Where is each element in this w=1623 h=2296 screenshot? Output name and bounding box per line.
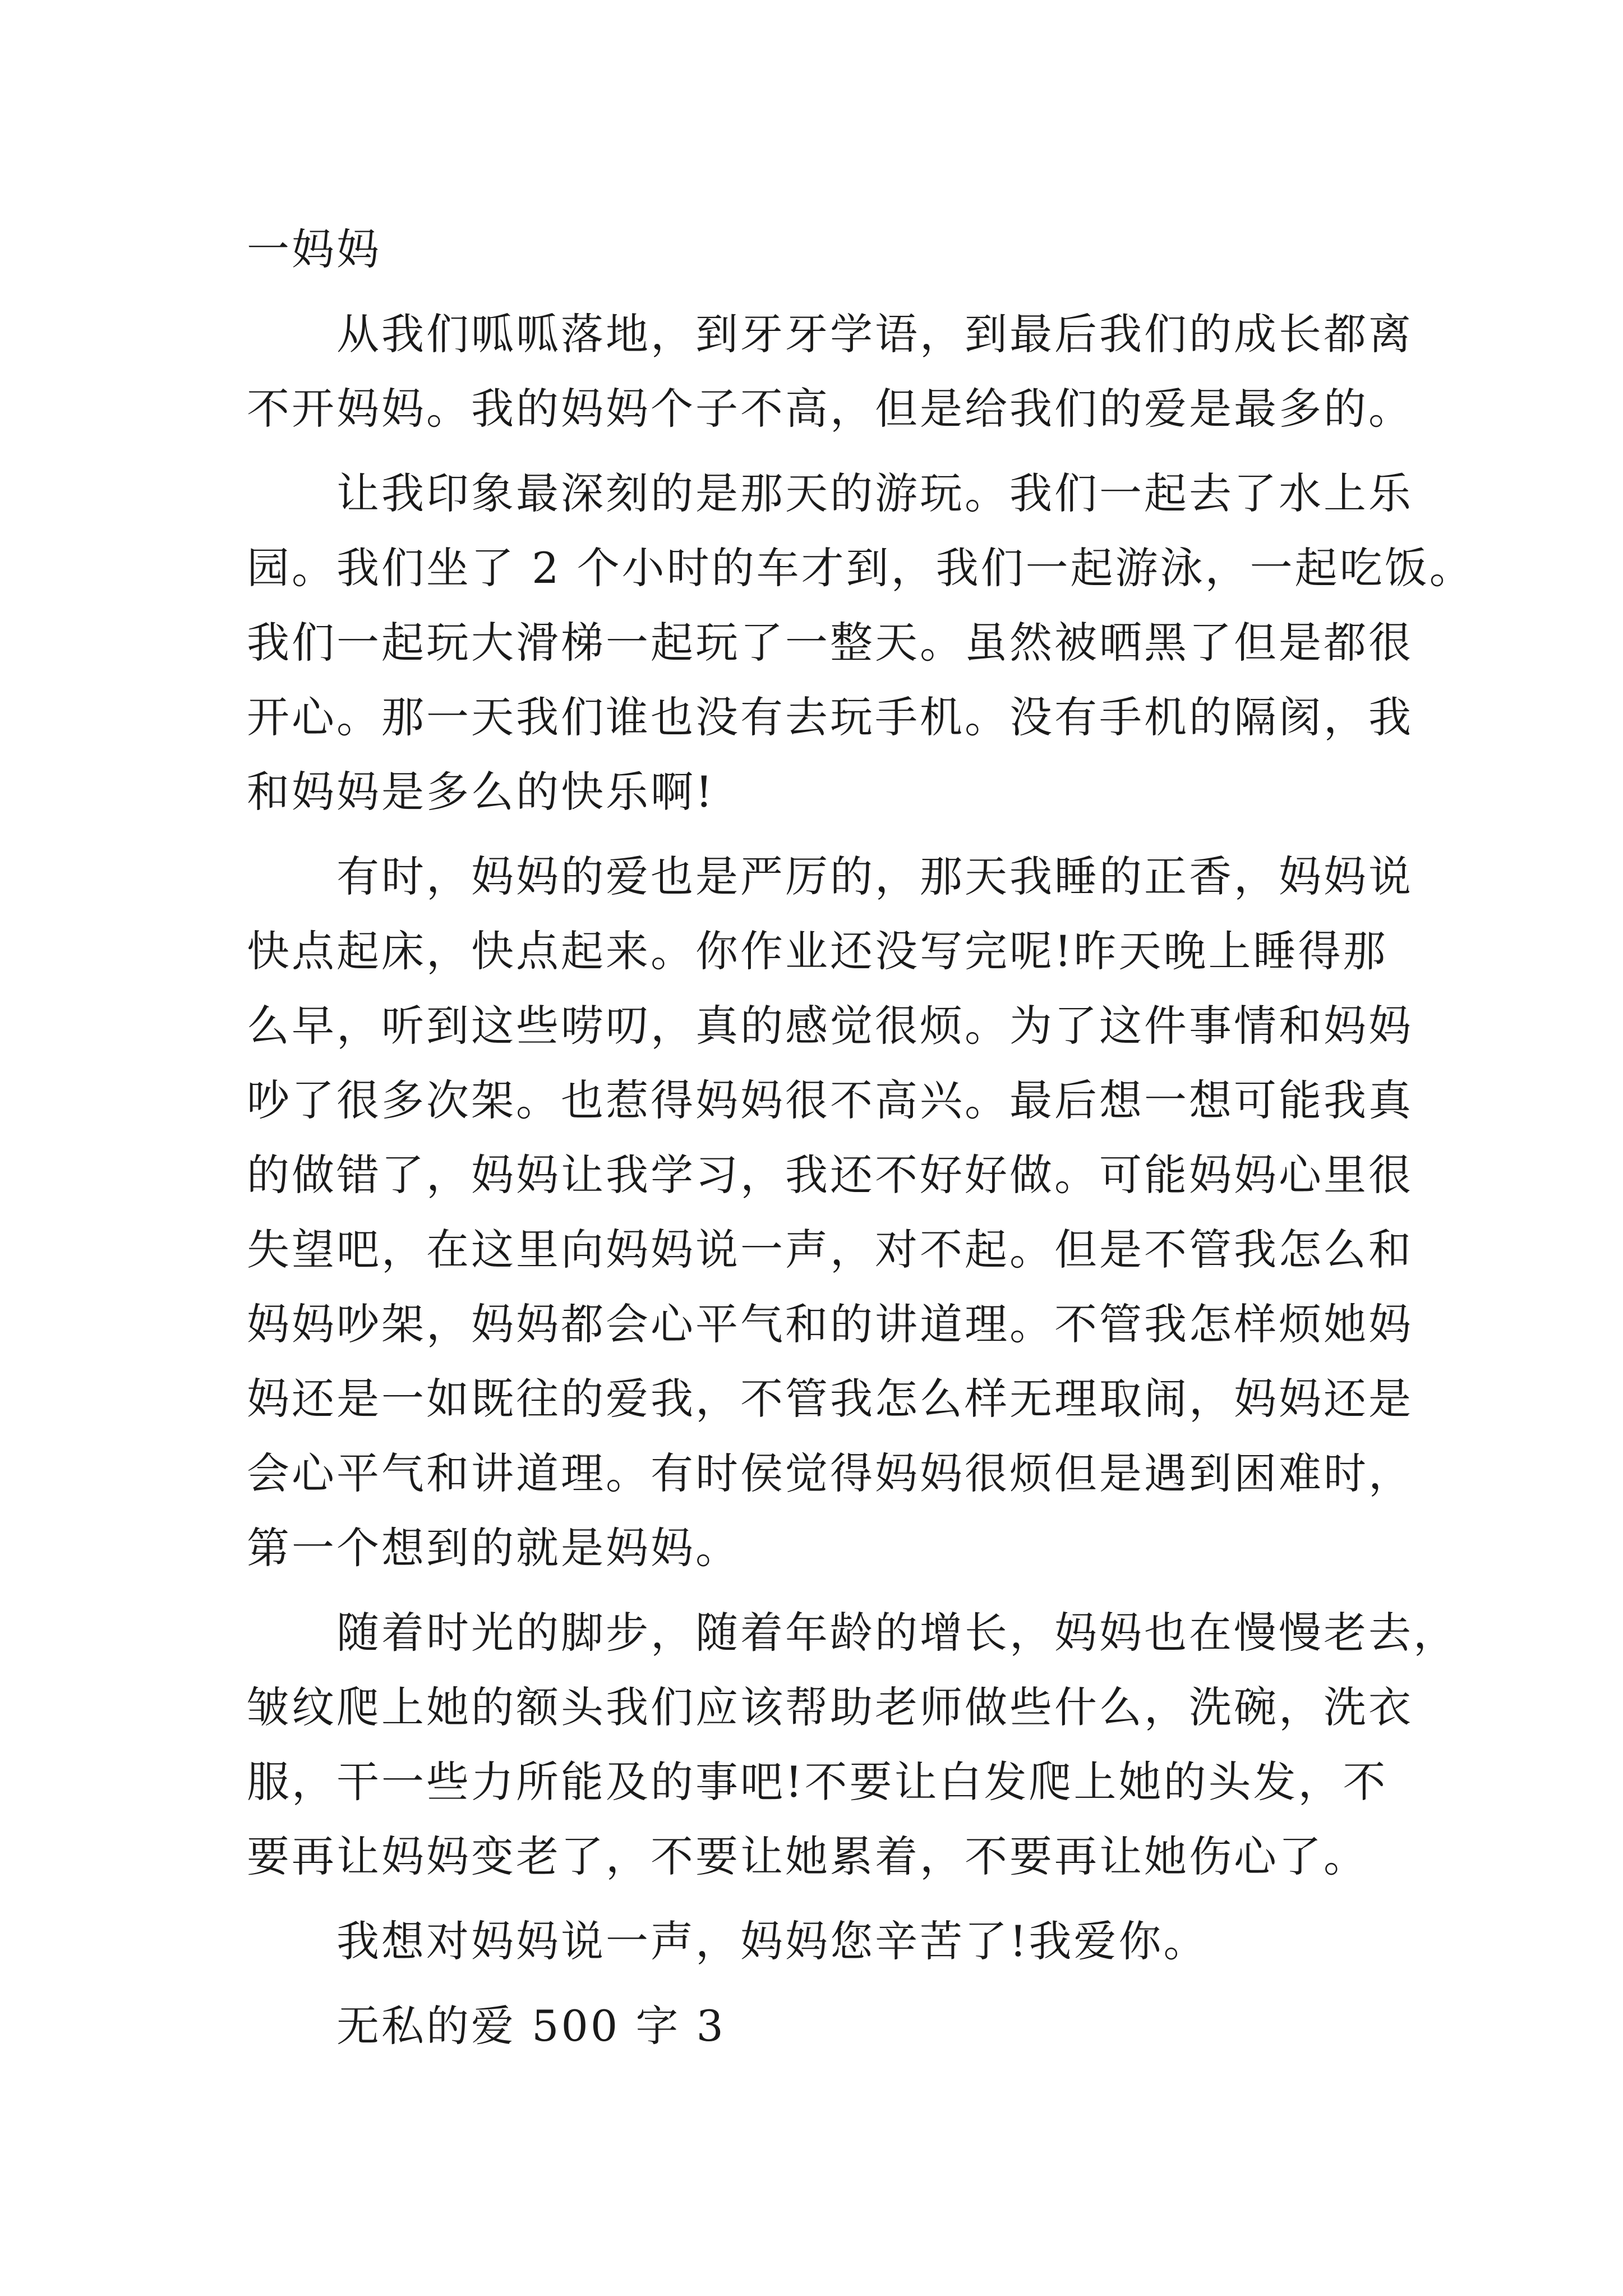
- paragraph-line: 园。我们坐了 2 个小时的车才到，我们一起游泳，一起吃饭。: [247, 543, 1474, 593]
- paragraph-3: [247, 839, 1413, 1585]
- paragraph-line: 么早，听到这些唠叨，真的感觉很烦。为了这件事情和妈妈: [247, 1001, 1413, 1051]
- paragraph-line: 皱纹爬上她的额头我们应该帮助老师做些什么，洗碗，洗衣: [247, 1682, 1413, 1732]
- paragraph-5: [247, 1904, 1402, 1978]
- paragraph-4: [247, 1595, 1458, 1894]
- paragraph-line: 妈还是一如既往的爱我，不管我怎么样无理取闹，妈妈还是: [247, 1374, 1413, 1424]
- paragraph-line: 第一个想到的就是妈妈。: [247, 1523, 740, 1573]
- paragraph-line: 和妈妈是多么的快乐啊!: [247, 767, 715, 817]
- paragraph-line: 从我们呱呱落地，到牙牙学语，到最后我们的成长都离: [336, 309, 1413, 359]
- paragraph-2: [247, 456, 1474, 829]
- paragraph-line: 有时，妈妈的爱也是严厉的，那天我睡的正香，妈妈说: [336, 852, 1413, 901]
- paragraph-line: 不开妈妈。我的妈妈个子不高，但是给我们的爱是最多的。: [247, 384, 1413, 434]
- paragraph-6: [247, 1989, 1402, 2063]
- paragraph-line: 随着时光的脚步，随着年龄的增长，妈妈也在慢慢老去，: [336, 1608, 1458, 1658]
- paragraph-line: 开心。那一天我们谁也没有去玩手机。没有手机的隔阂，我: [247, 692, 1413, 742]
- paragraph-line: 要再让妈妈变老了，不要让她累着，不要再让她伤心了。: [247, 1832, 1368, 1881]
- paragraph-line: 会心平气和讲道理。有时侯觉得妈妈很烦但是遇到困难时，: [247, 1448, 1413, 1498]
- paragraph-line: 吵了很多次架。也惹得妈妈很不高兴。最后想一想可能我真: [247, 1075, 1413, 1125]
- paragraph-line: 妈妈吵架，妈妈都会心平气和的讲道理。不管我怎样烦她妈: [247, 1299, 1413, 1349]
- paragraph-line: 快点起床，快点起来。你作业还没写完呢!昨天晚上睡得那: [247, 926, 1388, 976]
- section-title-line: 无私的爱 500 字 3: [336, 2001, 726, 2051]
- paragraph-line: 让我印象最深刻的是那天的游玩。我们一起去了水上乐: [336, 468, 1413, 518]
- paragraph-line: 我想对妈妈说一声，妈妈您辛苦了!我爱你。: [336, 1916, 1209, 1966]
- document-body: [247, 212, 1474, 2063]
- paragraph-line: 我们一起玩大滑梯一起玩了一整天。虽然被晒黑了但是都很: [247, 618, 1413, 668]
- paragraph-line: 失望吧，在这里向妈妈说一声，对不起。但是不管我怎么和: [247, 1225, 1413, 1274]
- heading-line: 一妈妈: [247, 224, 381, 274]
- paragraph-line: 的做错了，妈妈让我学习，我还不好好做。可能妈妈心里很: [247, 1150, 1413, 1200]
- paragraph-line: 服，干一些力所能及的事吧!不要让白发爬上她的头发，不: [247, 1757, 1388, 1807]
- paragraph-1: [247, 297, 1413, 446]
